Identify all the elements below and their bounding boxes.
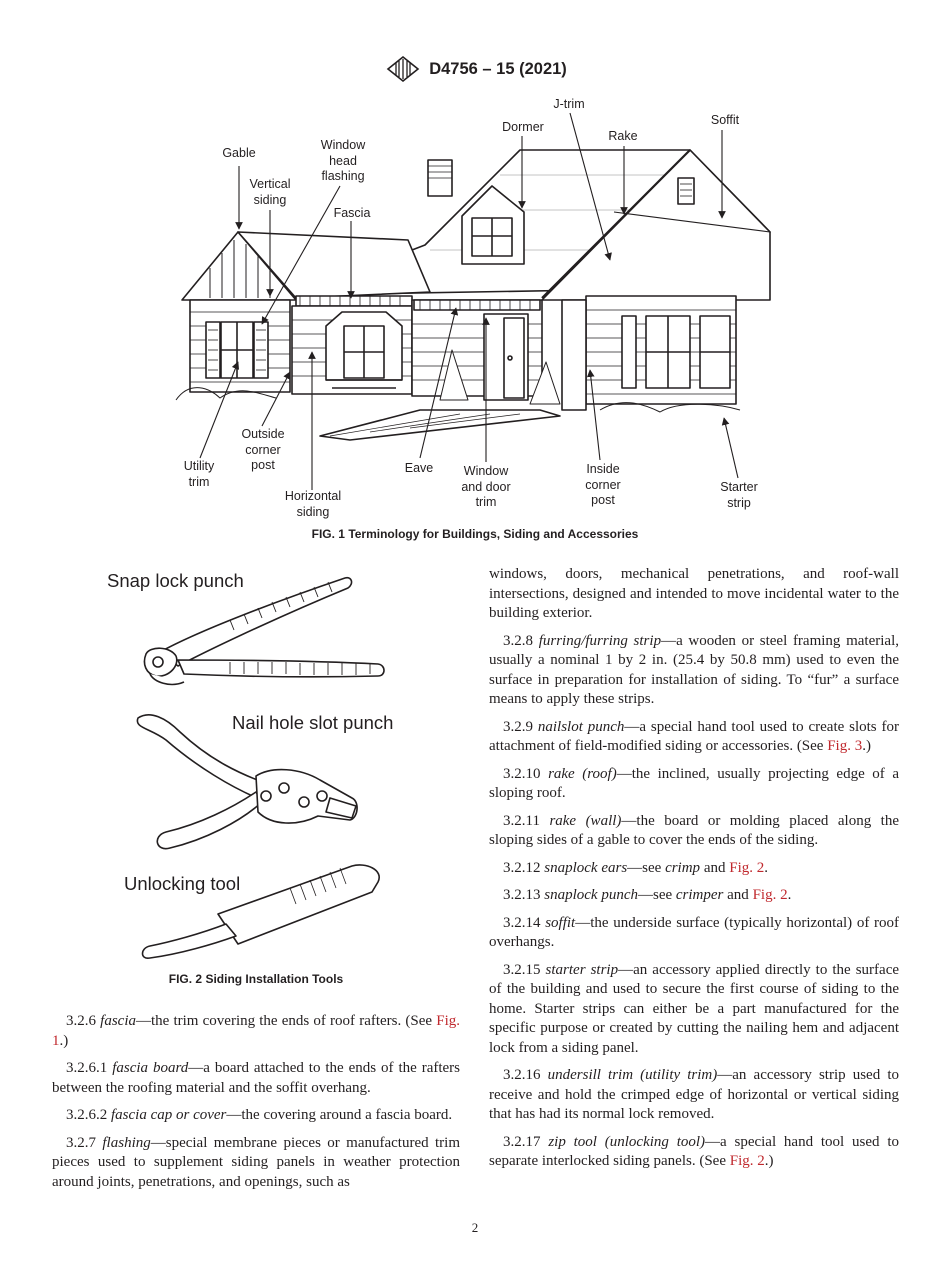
- fig3-link[interactable]: Fig. 3: [827, 738, 863, 754]
- label-outside-corner-post: Outside corner post: [241, 427, 285, 472]
- label-window-door-trim: Window and door trim: [461, 464, 511, 509]
- fig2-link[interactable]: Fig. 2: [729, 859, 765, 876]
- para-3-2-13: 3.2.13 snaplock punch—see crimper and Fig. 2.: [503, 887, 792, 903]
- para-3-2-10: 3.2.10 rake (roof)—the inclined, usually projecting edge of a sloping roof.: [489, 765, 900, 801]
- para-3-2-7: 3.2.7 flashing—special membrane pieces or manufactured trim pieces used to supplement siding panels in weather protection around joints, penetrations, and openings, such as: [52, 1134, 460, 1190]
- para-3-2-7-continued: windows, doors, mechanical penetrations, and roof-wall intersections, designed and intended to move incidental water to the building exterior.: [489, 566, 899, 621]
- label-nail-hole-slot-punch: Nail hole slot punch: [232, 712, 394, 733]
- label-unlocking-tool: Unlocking tool: [124, 873, 241, 894]
- para-3-2-15: 3.2.15 starter strip—an accessory applied directly to the surface of the building and used to secure the first course of siding to the home. Starter strips can either be a part manufactured for the specific purpose or created by cutting the nailing hem and adjacent lock from a siding panel.: [489, 961, 900, 1056]
- label-fascia: Fascia: [333, 206, 371, 220]
- label-gable: Gable: [222, 146, 256, 160]
- label-window-head-flashing: Window head flashing: [320, 138, 366, 183]
- label-rake: Rake: [608, 129, 638, 143]
- label-vertical-siding: Vertical siding: [249, 177, 291, 207]
- label-eave: Eave: [404, 461, 434, 475]
- para-3-2-16: 3.2.16 undersill trim (utility trim)—an accessory strip used to receive and hold the crimped edge of horizontal or vertical siding that has had its normal lock removed.: [489, 1067, 899, 1122]
- right-column: [489, 565, 899, 1180]
- para-3-2-14: 3.2.14 soffit—the underside surface (typically horizontal) of roof overhangs.: [489, 914, 900, 950]
- para-3-2-9: 3.2.9 nailslot punch—a special hand tool used to create slots for attachment of field-modified siding or accessories. (See Fig. 3.): [489, 718, 899, 754]
- tools-illustration: [0, 570, 460, 970]
- fig2-link[interactable]: Fig. 2: [729, 1153, 765, 1169]
- para-3-2-6: 3.2.6 fascia—the trim covering the ends of roof rafters. (See Fig. 1.): [52, 1013, 460, 1049]
- left-column: [52, 1012, 460, 1200]
- para-3-2-8: 3.2.8 furring/furring strip—a wooden or steel framing material, usually a nominal 1 by 2 in. (25.4 by 50.8 mm) used to even the surface in preparation for installation of siding. To “fur” a surface means to apply these strips.: [489, 632, 899, 707]
- label-soffit: Soffit: [710, 113, 740, 127]
- label-inside-corner-post: Inside corner post: [585, 462, 621, 507]
- label-horizontal-siding: Horizontal siding: [284, 489, 342, 519]
- label-starter-strip: Starter strip: [720, 480, 758, 510]
- para-3-2-6-1: 3.2.6.1 fascia board—a board attached to the ends of the rafters between the roofing material and the soffit overhang.: [52, 1060, 461, 1096]
- label-dormer: Dormer: [502, 120, 544, 134]
- fig1-caption: FIG. 1 Terminology for Buildings, Siding and Accessories: [311, 527, 639, 541]
- para-3-2-6-2: 3.2.6.2 fascia cap or cover—the covering around a fascia board.: [66, 1107, 453, 1123]
- para-3-2-11: 3.2.11 rake (wall)—the board or molding placed along the sloping sides of a gable to cover the ends of the siding.: [489, 812, 900, 848]
- document-id: D4756 – 15 (2021): [429, 59, 567, 78]
- fig2-link[interactable]: Fig. 2: [752, 887, 788, 903]
- para-3-2-12: 3.2.12 snaplock ears—see crimp and Fig. 2.: [503, 859, 768, 876]
- page-number: 2: [471, 1220, 479, 1235]
- para-3-2-17: 3.2.17 zip tool (unlocking tool)—a special hand tool used to separate interlocked siding panels. (See Fig. 2.): [489, 1133, 899, 1169]
- fig2-caption: FIG. 2 Siding Installation Tools: [168, 972, 344, 986]
- house-illustration: [0, 0, 950, 530]
- label-snap-lock-punch: Snap lock punch: [107, 570, 244, 591]
- label-j-trim: J-trim: [553, 97, 585, 111]
- label-utility-trim: Utility trim: [183, 459, 215, 489]
- fig1-link[interactable]: Fig. 1: [52, 1013, 460, 1049]
